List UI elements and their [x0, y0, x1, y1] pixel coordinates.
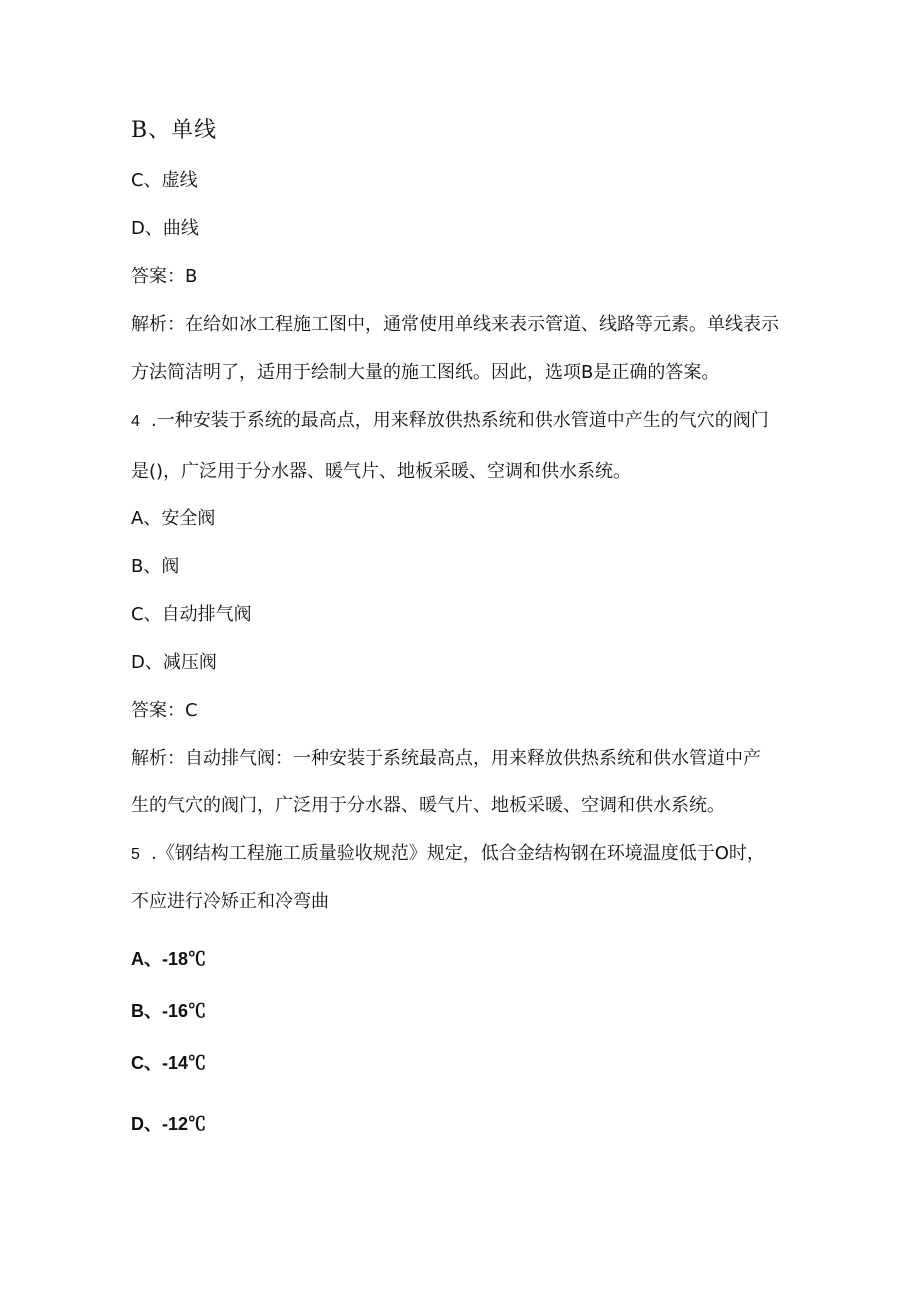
- q5-option-d: D、-12℃: [131, 1114, 207, 1134]
- q4-stem-line2: 是()，广泛用于分水器、暖气片、地板采暖、空调和供水系统。: [131, 461, 632, 482]
- q4-stem-line1: [131, 410, 769, 432]
- q5-option-b: B、-16℃: [131, 1001, 207, 1021]
- q3-option-b: B、单线: [131, 118, 218, 143]
- q5-number: 5: [131, 846, 140, 863]
- q4-option-b: B、阀: [131, 556, 180, 577]
- q4-answer: 答案：C: [131, 700, 198, 721]
- q5-stem-line1: [131, 843, 765, 865]
- q5-stem-line2: 不应进行冷矫正和冷弯曲: [131, 891, 329, 912]
- q3-explanation-line2: 方法简洁明了，适用于绘制大量的施工图纸。因此，选项B是正确的答案。: [131, 362, 720, 383]
- q5-option-c: C、-14℃: [131, 1053, 207, 1073]
- q3-answer: 答案：B: [131, 266, 198, 287]
- q4-option-c: C、自动排气阀: [131, 604, 252, 625]
- q4-number: 4: [131, 413, 140, 430]
- q3-explanation-line1: 解析：在给如冰工程施工图中，通常使用单线来表示管道、线路等元素。单线表示: [131, 314, 779, 335]
- q4-stem-text: .一种安装于系统的最高点，用来释放供热系统和供水管道中产生的气穴的阀门: [151, 410, 769, 431]
- q4-option-a: A、安全阀: [131, 508, 216, 529]
- q3-option-d: D、曲线: [131, 218, 199, 239]
- q4-explanation-line1: 解析：自动排气阀：一种安装于系统最高点，用来释放供热系统和供水管道中产: [131, 748, 761, 769]
- q4-option-d: D、减压阀: [131, 652, 217, 673]
- q4-explanation-line2: 生的气穴的阀门，广泛用于分水器、暖气片、地板采暖、空调和供水系统。: [131, 795, 725, 816]
- q3-option-c: C、虚线: [131, 170, 198, 191]
- q5-option-a: A、-18℃: [131, 949, 207, 969]
- q5-stem-text: .《钢结构工程施工质量验收规范》规定，低合金结构钢在环境温度低于O时，: [151, 843, 765, 864]
